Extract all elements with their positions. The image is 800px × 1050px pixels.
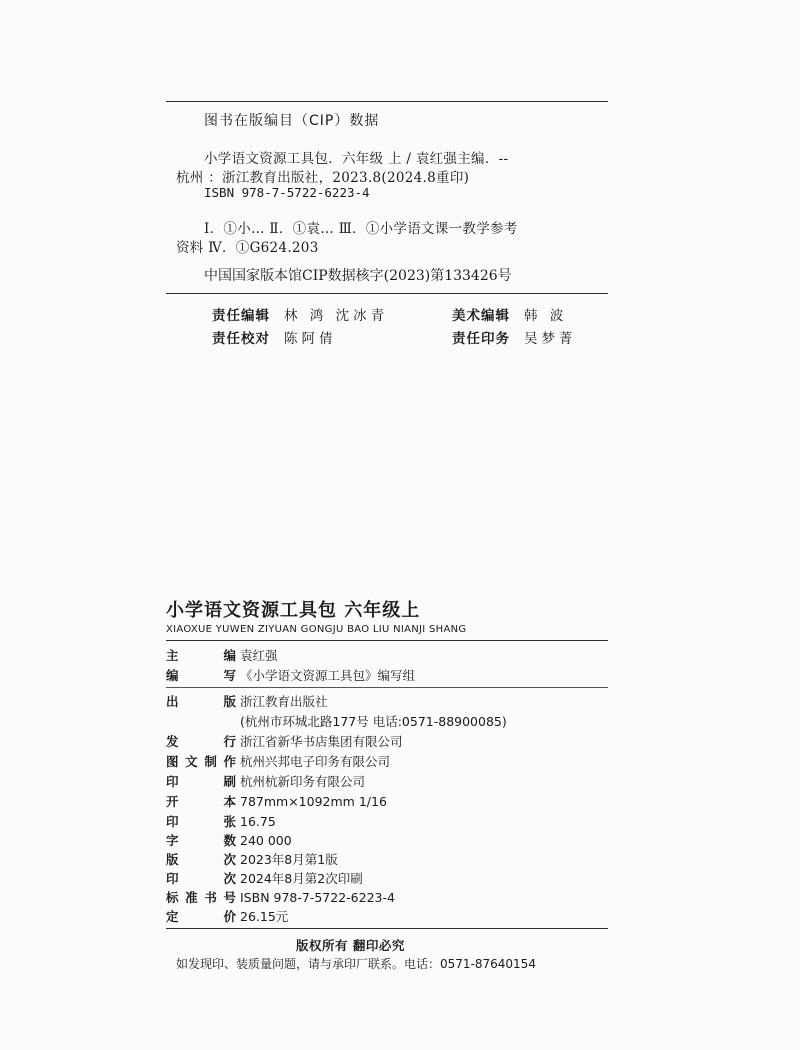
- cip-record-number: 中国国家版本馆CIP数据核字(2023)第133426号: [204, 268, 512, 284]
- copyright-notice: 版权所有 翻印必究: [296, 938, 405, 953]
- detail-row: [166, 888, 395, 906]
- cip-title: 图书在版编目（CIP）数据: [204, 113, 380, 129]
- detail-label: 出版: [166, 694, 236, 709]
- detail-label: 印刷: [166, 774, 236, 789]
- detail-row: [166, 869, 363, 887]
- detail-value: 787mm×1092mm 1/16: [240, 794, 387, 809]
- staff-entry: [452, 327, 577, 347]
- staff-entry: [452, 304, 567, 324]
- detail-label: 开本: [166, 794, 236, 809]
- cip-name-line: 小学语文资源工具包．六年级 上 / 袁红强主编．--: [204, 151, 509, 167]
- detail-value: 26.15元: [240, 909, 289, 924]
- staff-value: 吴梦菁: [524, 331, 577, 347]
- staff-value: 韩 波: [524, 308, 568, 324]
- staff-label: 美术编辑: [452, 308, 510, 324]
- detail-row: [166, 907, 288, 925]
- detail-row: [166, 831, 292, 849]
- detail-row: [166, 692, 328, 710]
- editor-rule: [166, 687, 608, 688]
- details-bottom-rule: [166, 928, 608, 929]
- book-title-rule: [166, 640, 608, 641]
- cip-bottom-rule: [166, 293, 608, 294]
- detail-row: [166, 752, 390, 770]
- cip-subject-line-2: 资料 Ⅳ．①G624.203: [176, 240, 319, 256]
- detail-label: 版次: [166, 852, 236, 867]
- detail-value: 袁红强: [240, 648, 278, 663]
- staff-value: 林 鸿 沈冰青: [284, 308, 389, 324]
- staff-entry: [212, 304, 388, 324]
- staff-value: 陈阿倩: [284, 331, 337, 347]
- detail-label: 图文制作: [166, 754, 236, 769]
- cip-top-rule: [166, 101, 608, 102]
- detail-value: 杭州兴邦电子印务有限公司: [240, 754, 391, 769]
- detail-value: 16.75: [240, 814, 276, 829]
- detail-label: 印次: [166, 871, 236, 886]
- detail-row: [166, 850, 338, 868]
- detail-value: 杭州杭新印务有限公司: [240, 774, 366, 789]
- detail-label: 定价: [166, 909, 236, 924]
- detail-label: 标准书号: [166, 890, 236, 905]
- detail-row: [166, 712, 507, 730]
- book-pinyin-title: XIAOXUE YUWEN ZIYUAN GONGJU BAO LIU NIANJI SHANG: [166, 624, 467, 635]
- detail-value: 浙江省新华书店集团有限公司: [240, 734, 403, 749]
- staff-label: 责任编辑: [212, 308, 270, 324]
- quality-notice: 如发现印、装质量问题，请与承印厂联系。电话：0571-87640154: [176, 957, 536, 971]
- detail-label: 主编: [166, 648, 236, 663]
- staff-label: 责任印务: [452, 331, 510, 347]
- detail-row: [166, 792, 387, 810]
- detail-label: 编写: [166, 668, 236, 683]
- publisher-address: (杭州市环城北路177号 电话:0571-88900085): [240, 714, 507, 729]
- book-title: 小学语文资源工具包 六年级上: [166, 600, 421, 621]
- cip-publisher-line: 杭州 ：浙江教育出版社，2023.8(2024.8重印): [176, 170, 470, 186]
- detail-label: 印张: [166, 814, 236, 829]
- detail-row: [166, 772, 365, 790]
- cip-subject-line-1: Ⅰ．①小… Ⅱ．①袁… Ⅲ．①小学语文课一教学参考: [204, 221, 518, 237]
- detail-value: ISBN 978-7-5722-6223-4: [240, 890, 395, 905]
- cip-isbn: ISBN 978-7-5722-6223-4: [204, 185, 370, 200]
- detail-row: [166, 666, 415, 684]
- detail-value: 240 000: [240, 833, 292, 848]
- detail-label: 发行: [166, 734, 236, 749]
- detail-row: [166, 732, 403, 750]
- staff-label: 责任校对: [212, 331, 270, 347]
- detail-value: 《小学语文资源工具包》编写组: [240, 668, 416, 683]
- detail-row: [166, 812, 276, 830]
- detail-value: 浙江教育出版社: [240, 694, 328, 709]
- detail-value: 2023年8月第1版: [240, 852, 338, 867]
- staff-entry: [212, 327, 337, 347]
- detail-label: 字数: [166, 833, 236, 848]
- detail-row: [166, 646, 278, 664]
- detail-value: 2024年8月第2次印刷: [240, 871, 363, 886]
